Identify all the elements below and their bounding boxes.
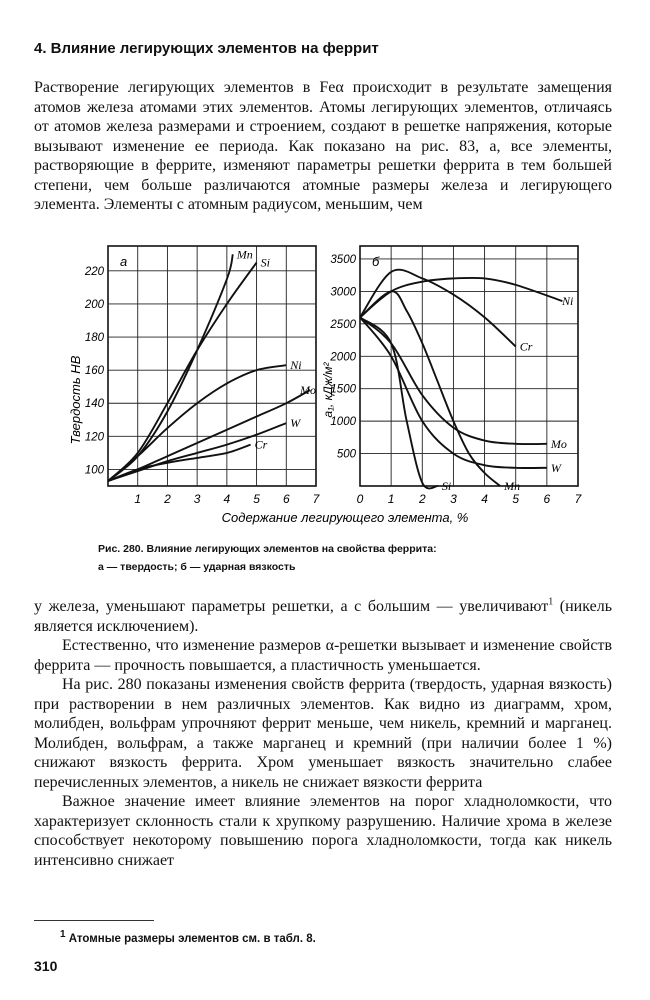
figure-280 (60, 240, 620, 530)
series-label-b-mo: Mo (550, 436, 567, 451)
continuation-paragraph (34, 597, 612, 636)
series-label-a-mo: Mo (300, 383, 316, 397)
series-label-b-mn: Mn (504, 479, 521, 493)
y-tick-label: 140 (84, 398, 104, 411)
footnote (60, 929, 316, 945)
x-tick-label: 5 (512, 492, 520, 506)
caption-line-2: а — твердость; б — ударная вязкость (98, 561, 296, 573)
body-text (34, 597, 612, 870)
series-label-b-w: W (550, 460, 561, 475)
chart-a-ylabel: Твердость НВ (68, 355, 83, 445)
y-tick-label: 200 (84, 298, 104, 311)
series-label-b-si: Si (441, 479, 452, 493)
chart-b-frame (360, 246, 578, 486)
page-number: 310 (34, 958, 58, 974)
x-tick-label: 2 (164, 492, 171, 506)
y-tick-label: 1500 (330, 383, 356, 396)
continuation-text: у железа, уменьшают параметры решетки, а с большим — увеличивают (34, 598, 549, 615)
y-tick-label: 160 (84, 365, 104, 378)
series-label-a-cr: Cr (254, 437, 268, 452)
series-label-b-cr: Cr (519, 339, 533, 354)
panel-b-label: б (372, 254, 380, 269)
y-tick-label: 2500 (330, 318, 356, 331)
x-tick-label: 0 (356, 492, 364, 506)
paragraph-2: Естественно, что изменение размеров α-решетки вызывает и изменение свойств феррита — прочность повышается, а пластичность уменьшается. (34, 637, 612, 674)
y-tick-label: 100 (84, 464, 104, 477)
x-tick-label: 7 (574, 492, 582, 506)
x-tick-label: 4 (481, 492, 488, 506)
y-tick-label: 500 (336, 448, 356, 461)
y-tick-label: 3500 (330, 253, 356, 266)
chart-xlabel: Содержание легирующего элемента, % (221, 510, 469, 525)
x-tick-label: 5 (253, 492, 260, 506)
series-line-b-ni (360, 278, 562, 318)
caption-line-1: Рис. 280. Влияние легирующих элементов на свойства феррита: (98, 543, 437, 555)
series-line-a-mn (108, 254, 233, 481)
x-tick-label: 1 (134, 492, 142, 506)
section-heading: 4. Влияние легирующих элементов на феррит (34, 40, 379, 57)
series-label-b-ni: Ni (562, 294, 574, 309)
y-tick-label: 120 (84, 431, 104, 444)
footnote-ref: 1 (548, 596, 554, 608)
x-tick-label: 1 (387, 492, 395, 506)
x-tick-label: 7 (312, 492, 320, 506)
x-tick-label: 4 (223, 492, 231, 506)
panel-a-label: а (120, 254, 128, 269)
chart-b-ylabel: а₁, кДж/м² (321, 362, 335, 418)
series-line-a-si (108, 263, 257, 481)
chart-panel-a (68, 246, 321, 506)
chart-panel-b (321, 246, 583, 506)
paragraph-3: На рис. 280 показаны изменения свойств феррита (твердость, ударная вязкость) при растворении в нем различных элементов. Как видно из диаграмм, хром, молибден, вольфрам упрочняют феррит меньше, чем никель, кремний и марганец. Молибден, вольфрам, а также марганец и кремний (при наличии более 1 %) снижают вязкость феррита. Хром уменьшает вязкость значительно слабее перечисленных элементов, а никель не снижает вязкости феррита (34, 676, 612, 791)
continuation-tail: (никель является исключением). (34, 598, 612, 635)
paragraph-4: Важное значение имеет влияние элементов на порог хладноломкости, что характеризует склонность стали к хрупкому разрушению. Наличие хрома в железе способствует некоторому повышению порога хладноломкости, тогда как никель интенсивно снижает (34, 793, 612, 869)
footnote-text: Атомные размеры элементов см. в табл. 8. (65, 933, 316, 945)
y-tick-label: 3000 (330, 286, 356, 299)
footnote-mark: 1 (60, 929, 66, 941)
figure-caption (98, 540, 598, 576)
x-tick-label: 6 (282, 492, 290, 506)
y-tick-label: 180 (84, 332, 104, 345)
series-line-b-si (360, 317, 438, 488)
series-label-a-mn: Mn (236, 247, 253, 262)
series-label-a-si: Si (260, 255, 270, 270)
y-tick-label: 220 (84, 265, 104, 278)
footnote-divider (34, 920, 154, 921)
x-tick-label: 3 (450, 492, 457, 506)
intro-paragraph: Растворение легирующих элементов в Feα происходит в результате замещения атомов железа атомами этих элементов. Атомы легирующих элементов, отличаясь от атомов железа размерами и строением, создают в решетке напряжения, которые вызывают изменение ее периода. Как показано на рис. 83, а, все элементы, растворяющие в феррите, изменяют параметры решетки феррита в тем большей степени, чем больше различаются атомные размеры железа и легирующего элемента. Элементы с атомным радиусом, меньшим, чем (34, 79, 612, 213)
x-tick-label: 6 (543, 492, 551, 506)
x-tick-label: 2 (418, 492, 426, 506)
series-label-a-w: W (290, 416, 301, 431)
y-tick-label: 2000 (330, 351, 356, 364)
x-tick-label: 3 (193, 492, 201, 506)
series-label-a-ni: Ni (290, 358, 302, 373)
figure-svg (60, 240, 620, 530)
y-tick-label: 1000 (330, 416, 356, 429)
